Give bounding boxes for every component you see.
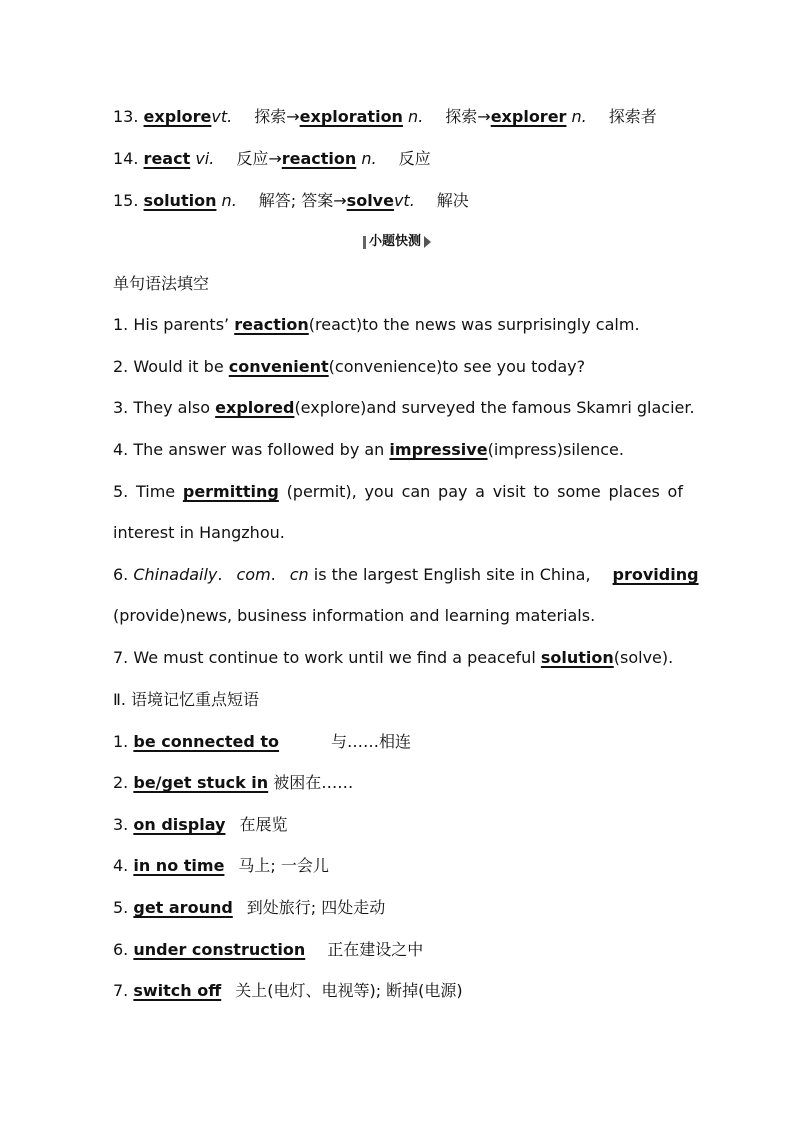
phrase-1 [113, 731, 683, 753]
part-of-speech: vt. [393, 191, 415, 210]
phrase-number: 3. [113, 815, 129, 834]
derived-word: exploration [299, 107, 403, 126]
sentence-text: (solve). [613, 648, 674, 667]
meaning: 解决 [436, 191, 469, 210]
part-of-speech: n. [221, 191, 237, 210]
phrase-2 [113, 772, 683, 794]
phrase: on display [133, 815, 226, 834]
sentence-7 [113, 647, 683, 669]
phrase-meaning: 在展览 [239, 815, 288, 834]
phrase-meaning: 马上; 一会儿 [238, 856, 329, 875]
sentence-6-continued: (provide)news, business information and learning materials. [113, 606, 596, 625]
phrase-3 [113, 814, 683, 836]
sentence-2 [113, 356, 683, 378]
phrase-meaning: 被困在…… [273, 773, 354, 792]
part-of-speech: vi. [195, 149, 215, 168]
sentence-number: 3. [113, 398, 129, 417]
phrase-7 [113, 980, 683, 1002]
sentence-text: Chinadaily [133, 565, 218, 584]
word-entry-14 [113, 148, 683, 170]
sentence-text: The answer was followed by an [133, 440, 390, 459]
answer: reaction [234, 315, 309, 334]
phrase-6 [113, 939, 683, 961]
answer: solution [540, 648, 614, 667]
sentence-number: 5. [113, 482, 129, 501]
meaning: 反应→ [236, 149, 282, 168]
part-of-speech: n. [408, 107, 424, 126]
meaning: 探索→ [254, 107, 300, 126]
derived-word: explorer [490, 107, 567, 126]
badge-label: 小题快测 [368, 234, 421, 249]
phrase-5 [113, 897, 683, 919]
phrase-meaning: 正在建设之中 [327, 940, 424, 959]
sentence-text: Time [135, 482, 183, 501]
phrase: be/get stuck in [133, 773, 269, 792]
sentence-4 [113, 439, 683, 461]
badge-bar-icon [363, 236, 366, 249]
phrase: get around [133, 898, 233, 917]
sentence-text: His parents’ [133, 315, 235, 334]
sentence-6 [113, 564, 699, 586]
sentence-text: is the largest English site in China, [308, 565, 591, 584]
sentence-text: Would it be [133, 357, 229, 376]
sentence-1 [113, 314, 683, 336]
sentence-text: com [236, 565, 271, 584]
sentence-3 [113, 397, 695, 419]
phrase: be connected to [133, 732, 279, 751]
meaning: 探索者 [608, 107, 657, 126]
answer: convenient [228, 357, 329, 376]
entry-number: 13. [113, 107, 139, 126]
word-entry-13 [113, 106, 683, 128]
phrase-number: 6. [113, 940, 129, 959]
part-of-speech: vt. [211, 107, 233, 126]
sentence-number: 2. [113, 357, 129, 376]
sentence-text: . [217, 565, 223, 584]
headword: react [143, 149, 191, 168]
badge-arrow-icon [424, 236, 431, 248]
phrase-meaning: 关上(电灯、电视等); 断掉(电源) [235, 981, 463, 1000]
headword: solution [143, 191, 217, 210]
word-entry-15 [113, 190, 683, 212]
phrase: in no time [133, 856, 225, 875]
derived-word: solve [346, 191, 394, 210]
phrase-number: 1. [113, 732, 129, 751]
headword: explore [143, 107, 212, 126]
section-title: 单句语法填空 [113, 274, 210, 293]
answer: explored [215, 398, 295, 417]
answer: permitting [182, 482, 279, 501]
sentence-text: (impress)silence. [487, 440, 624, 459]
sentence-number: 4. [113, 440, 129, 459]
phrase-number: 2. [113, 773, 129, 792]
part-of-speech: n. [571, 107, 587, 126]
sentence-text: . [270, 565, 276, 584]
answer: providing [612, 565, 699, 584]
quick-test-badge [0, 233, 794, 253]
sentence-5 [113, 481, 683, 503]
derived-word: reaction [281, 149, 357, 168]
sentence-number: 7. [113, 648, 129, 667]
part-of-speech: n. [361, 149, 377, 168]
sentence-text: (convenience)to see you today? [328, 357, 586, 376]
entry-number: 14. [113, 149, 139, 168]
phrase: under construction [133, 940, 306, 959]
section2-title: Ⅱ. 语境记忆重点短语 [113, 690, 260, 709]
sentence-5-continued: interest in Hangzhou. [113, 523, 285, 542]
phrase-meaning: 到处旅行; 四处走动 [246, 898, 386, 917]
phrase-number: 7. [113, 981, 129, 1000]
sentence-number: 6. [113, 565, 129, 584]
sentence-number: 1. [113, 315, 129, 334]
entry-number: 15. [113, 191, 139, 210]
meaning: 反应 [398, 149, 431, 168]
phrase-number: 4. [113, 856, 129, 875]
phrase-meaning: 与……相连 [331, 732, 412, 751]
meaning: 解答; 答案→ [258, 191, 347, 210]
sentence-text: We must continue to work until we find a peaceful [133, 648, 541, 667]
phrase: switch off [133, 981, 222, 1000]
phrase-4 [113, 855, 683, 877]
sentence-text: cn [289, 565, 309, 584]
sentence-text: They also [133, 398, 216, 417]
answer: impressive [389, 440, 488, 459]
phrase-number: 5. [113, 898, 129, 917]
sentence-text: (permit), you can pay a visit to some places of [286, 482, 683, 501]
meaning: 探索→ [445, 107, 491, 126]
sentence-text: (react)to the news was surprisingly calm. [308, 315, 640, 334]
sentence-text: (explore)and surveyed the famous Skamri glacier. [294, 398, 695, 417]
